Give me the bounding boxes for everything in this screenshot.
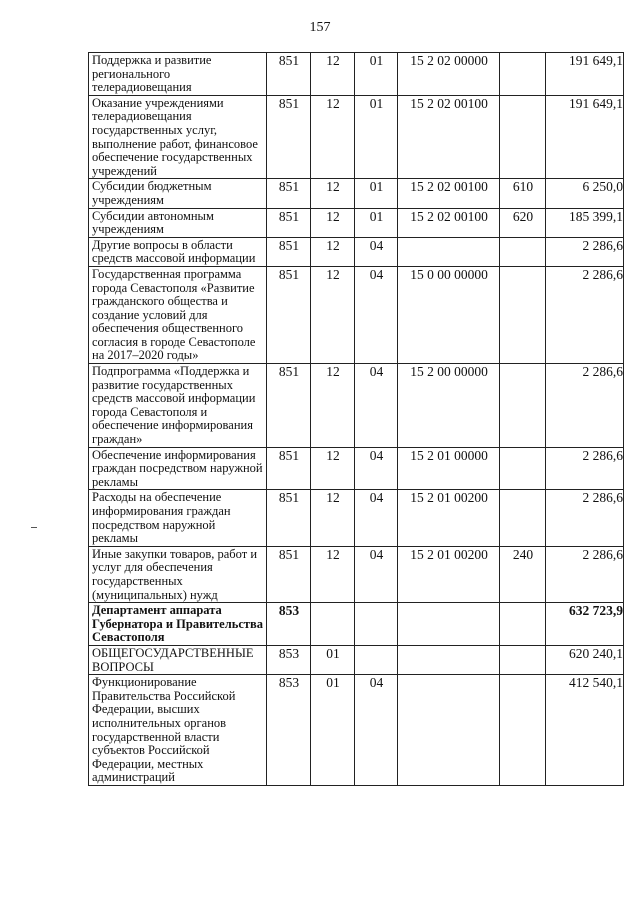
row-grbs-cell: 851: [267, 546, 311, 602]
row-name-cell: Подпрограмма «Поддержка и развитие государственных средств массовой информации города Севастополя и обеспечение информирования граждан»: [89, 364, 267, 448]
row-target-article-cell: 15 2 01 00200: [398, 546, 500, 602]
row-target-article-cell: 15 2 01 00000: [398, 447, 500, 490]
table-row: [89, 490, 624, 546]
row-expense-type-cell: 240: [500, 546, 546, 602]
row-section-cell: 12: [311, 179, 355, 208]
row-section-cell: 12: [311, 237, 355, 266]
row-subsection-cell: 01: [355, 53, 398, 96]
row-sum-cell: 2 286,6: [546, 490, 624, 546]
table-row: [89, 364, 624, 448]
row-expense-type-cell: [500, 490, 546, 546]
row-target-article-cell: [398, 237, 500, 266]
row-sum-cell: 185 399,1: [546, 208, 624, 237]
row-target-article-cell: [398, 603, 500, 646]
table-body: [89, 53, 624, 786]
row-section-cell: 12: [311, 490, 355, 546]
row-expense-type-cell: [500, 447, 546, 490]
row-subsection-cell: 04: [355, 675, 398, 786]
row-grbs-cell: 851: [267, 95, 311, 179]
row-section-cell: [311, 603, 355, 646]
row-target-article-cell: 15 2 00 00000: [398, 364, 500, 448]
row-sum-cell: 6 250,0: [546, 179, 624, 208]
row-expense-type-cell: [500, 266, 546, 363]
row-section-cell: 12: [311, 447, 355, 490]
row-subsection-cell: 04: [355, 364, 398, 448]
row-section-cell: 12: [311, 364, 355, 448]
row-name-cell: Департамент аппарата Губернатора и Правительства Севастополя: [89, 603, 267, 646]
row-target-article-cell: [398, 675, 500, 786]
margin-mark: [31, 527, 37, 528]
row-grbs-cell: 853: [267, 675, 311, 786]
row-subsection-cell: 01: [355, 179, 398, 208]
row-name-cell: Субсидии автономным учреждениям: [89, 208, 267, 237]
table-row: [89, 546, 624, 602]
row-section-cell: 12: [311, 266, 355, 363]
table-row: [89, 179, 624, 208]
row-section-cell: 12: [311, 95, 355, 179]
page-number: 157: [309, 20, 331, 35]
budget-table: [88, 52, 624, 786]
table-row: [89, 266, 624, 363]
table-row: [89, 447, 624, 490]
row-subsection-cell: 01: [355, 208, 398, 237]
row-grbs-cell: 851: [267, 53, 311, 96]
row-subsection-cell: 01: [355, 95, 398, 179]
row-expense-type-cell: [500, 645, 546, 674]
row-section-cell: 01: [311, 675, 355, 786]
row-sum-cell: 2 286,6: [546, 546, 624, 602]
row-expense-type-cell: [500, 603, 546, 646]
row-expense-type-cell: 610: [500, 179, 546, 208]
row-sum-cell: 620 240,1: [546, 645, 624, 674]
row-section-cell: 12: [311, 208, 355, 237]
row-subsection-cell: 04: [355, 237, 398, 266]
row-sum-cell: 2 286,6: [546, 237, 624, 266]
row-grbs-cell: 851: [267, 266, 311, 363]
row-target-article-cell: 15 2 02 00100: [398, 208, 500, 237]
row-grbs-cell: 853: [267, 645, 311, 674]
table-row: [89, 208, 624, 237]
row-target-article-cell: 15 2 02 00000: [398, 53, 500, 96]
row-expense-type-cell: [500, 53, 546, 96]
table-row: [89, 603, 624, 646]
row-subsection-cell: 04: [355, 490, 398, 546]
row-section-cell: 12: [311, 546, 355, 602]
row-name-cell: Обеспечение информирования граждан посредством наружной рекламы: [89, 447, 267, 490]
row-name-cell: Субсидии бюджетным учреждениям: [89, 179, 267, 208]
row-grbs-cell: 851: [267, 490, 311, 546]
row-sum-cell: 412 540,1: [546, 675, 624, 786]
table-row: [89, 237, 624, 266]
row-target-article-cell: [398, 645, 500, 674]
row-sum-cell: 2 286,6: [546, 266, 624, 363]
row-grbs-cell: 851: [267, 364, 311, 448]
row-subsection-cell: [355, 603, 398, 646]
row-target-article-cell: 15 2 02 00100: [398, 179, 500, 208]
row-grbs-cell: 853: [267, 603, 311, 646]
row-expense-type-cell: [500, 237, 546, 266]
row-name-cell: ОБЩЕГОСУДАРСТВЕННЫЕ ВОПРОСЫ: [89, 645, 267, 674]
row-expense-type-cell: 620: [500, 208, 546, 237]
row-subsection-cell: 04: [355, 447, 398, 490]
row-expense-type-cell: [500, 95, 546, 179]
table-row: [89, 53, 624, 96]
row-subsection-cell: 04: [355, 266, 398, 363]
row-name-cell: Иные закупки товаров, работ и услуг для обеспечения государственных (муниципальных) нужд: [89, 546, 267, 602]
row-name-cell: Расходы на обеспечение информирования граждан посредством наружной рекламы: [89, 490, 267, 546]
row-target-article-cell: 15 0 00 00000: [398, 266, 500, 363]
row-name-cell: Функционирование Правительства Российской Федерации, высших исполнительных органов государственной власти субъектов Российской Федерации, местных администраций: [89, 675, 267, 786]
row-sum-cell: 2 286,6: [546, 447, 624, 490]
row-name-cell: Оказание учреждениями телерадиовещания государственных услуг, выполнение работ, финансовое обеспечение государственных учреждений: [89, 95, 267, 179]
row-subsection-cell: 04: [355, 546, 398, 602]
row-sum-cell: 632 723,9: [546, 603, 624, 646]
row-subsection-cell: [355, 645, 398, 674]
row-expense-type-cell: [500, 675, 546, 786]
row-grbs-cell: 851: [267, 179, 311, 208]
row-grbs-cell: 851: [267, 237, 311, 266]
row-sum-cell: 2 286,6: [546, 364, 624, 448]
row-sum-cell: 191 649,1: [546, 53, 624, 96]
table-row: [89, 95, 624, 179]
row-section-cell: 12: [311, 53, 355, 96]
row-sum-cell: 191 649,1: [546, 95, 624, 179]
row-name-cell: Другие вопросы в области средств массовой информации: [89, 237, 267, 266]
row-name-cell: Поддержка и развитие регионального телерадиовещания: [89, 53, 267, 96]
row-target-article-cell: 15 2 02 00100: [398, 95, 500, 179]
table-row: [89, 675, 624, 786]
row-target-article-cell: 15 2 01 00200: [398, 490, 500, 546]
row-expense-type-cell: [500, 364, 546, 448]
row-name-cell: Государственная программа города Севастополя «Развитие гражданского общества и создание условий для обеспечения общественного согласия в городе Севастополе на 2017–2020 годы»: [89, 266, 267, 363]
table-row: [89, 645, 624, 674]
row-grbs-cell: 851: [267, 208, 311, 237]
row-section-cell: 01: [311, 645, 355, 674]
row-grbs-cell: 851: [267, 447, 311, 490]
